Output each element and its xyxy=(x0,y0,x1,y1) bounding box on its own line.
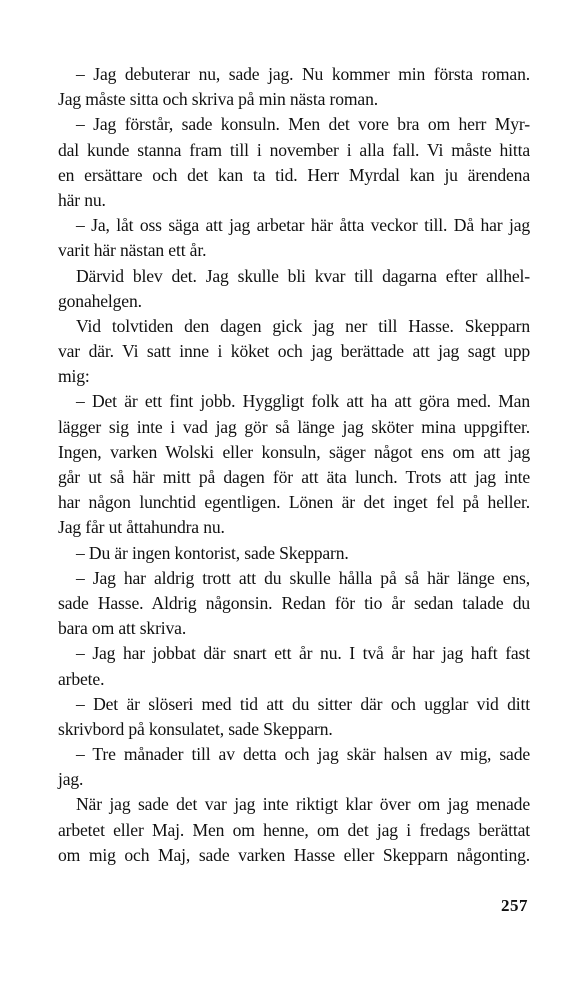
text-line: Jag får ut åttahundra nu. xyxy=(58,517,225,538)
text-line: varit här nästan ett år. xyxy=(58,240,207,261)
text-line: skrivbord på konsulatet, sade Skepparn. xyxy=(58,718,333,739)
text-line: – Jag har jobbat där snart ett år nu. I två år har jag haft fast xyxy=(76,643,530,664)
text-line: gonahelgen. xyxy=(58,290,142,311)
text-line: har någon lunchtid egentligen. Lönen är det inget fel på heller. xyxy=(58,492,530,513)
text-line: här nu. xyxy=(58,189,106,210)
text-line: – Jag förstår, sade konsuln. Men det vore bra om herr Myr- xyxy=(76,114,530,135)
text-line: Ingen, varken Wolski eller konsuln, säger något ens om att jag xyxy=(58,441,530,462)
body-text xyxy=(58,62,530,868)
text-line: bara om att skriva. xyxy=(58,618,187,639)
text-line: – Tre månader till av detta och jag skär halsen av mig, sade xyxy=(76,744,530,765)
text-line: arbete. xyxy=(58,668,105,689)
text-line: dal kunde stanna fram till i november i alla fall. Vi måste hitta xyxy=(58,139,530,160)
text-line: När jag sade det var jag inte riktigt klar över om jag menade xyxy=(76,794,530,815)
text-line: – Jag debuterar nu, sade jag. Nu kommer min första roman. xyxy=(76,64,530,84)
text-line: går ut så här mitt på dagen för att äta lunch. Trots att jag inte xyxy=(58,467,530,487)
page-number: 257 xyxy=(501,896,528,915)
text-line: – Det är slöseri med tid att du sitter där och ugglar vid ditt xyxy=(76,693,530,714)
text-line: om mig och Maj, sade varken Hasse eller Skepparn någonting. xyxy=(58,844,530,865)
text-line: – Jag har aldrig trott att du skulle hålla på så här länge ens, xyxy=(76,567,530,588)
text-line: arbetet eller Maj. Men om henne, om det jag i fredags berättat xyxy=(58,819,530,840)
text-line: – Ja, låt oss säga att jag arbetar här åtta veckor till. Då har jag xyxy=(76,215,530,236)
text-line: Vid tolvtiden den dagen gick jag ner till Hasse. Skepparn xyxy=(76,315,530,336)
text-line: Jag måste sitta och skriva på min nästa roman. xyxy=(58,89,378,110)
text-line: var där. Vi satt inne i köket och jag berättade att jag sagt upp xyxy=(58,341,530,362)
text-line: mig: xyxy=(58,366,90,387)
text-line: Därvid blev det. Jag skulle bli kvar till dagarna efter allhel- xyxy=(76,265,530,286)
text-line: – Det är ett fint jobb. Hyggligt folk att ha att göra med. Man xyxy=(76,391,530,412)
text-line: en ersättare och det kan ta tid. Herr Myrdal kan ju ärendena xyxy=(58,164,530,185)
text-line: jag. xyxy=(58,769,84,790)
text-line: sade Hasse. Aldrig någonsin. Redan för tio år sedan talade du xyxy=(58,592,530,613)
text-line: lägger sig inte i vad jag gör så länge jag sköter mina uppgifter. xyxy=(58,416,530,437)
text-line: – Du är ingen kontorist, sade Skepparn. xyxy=(76,542,349,563)
